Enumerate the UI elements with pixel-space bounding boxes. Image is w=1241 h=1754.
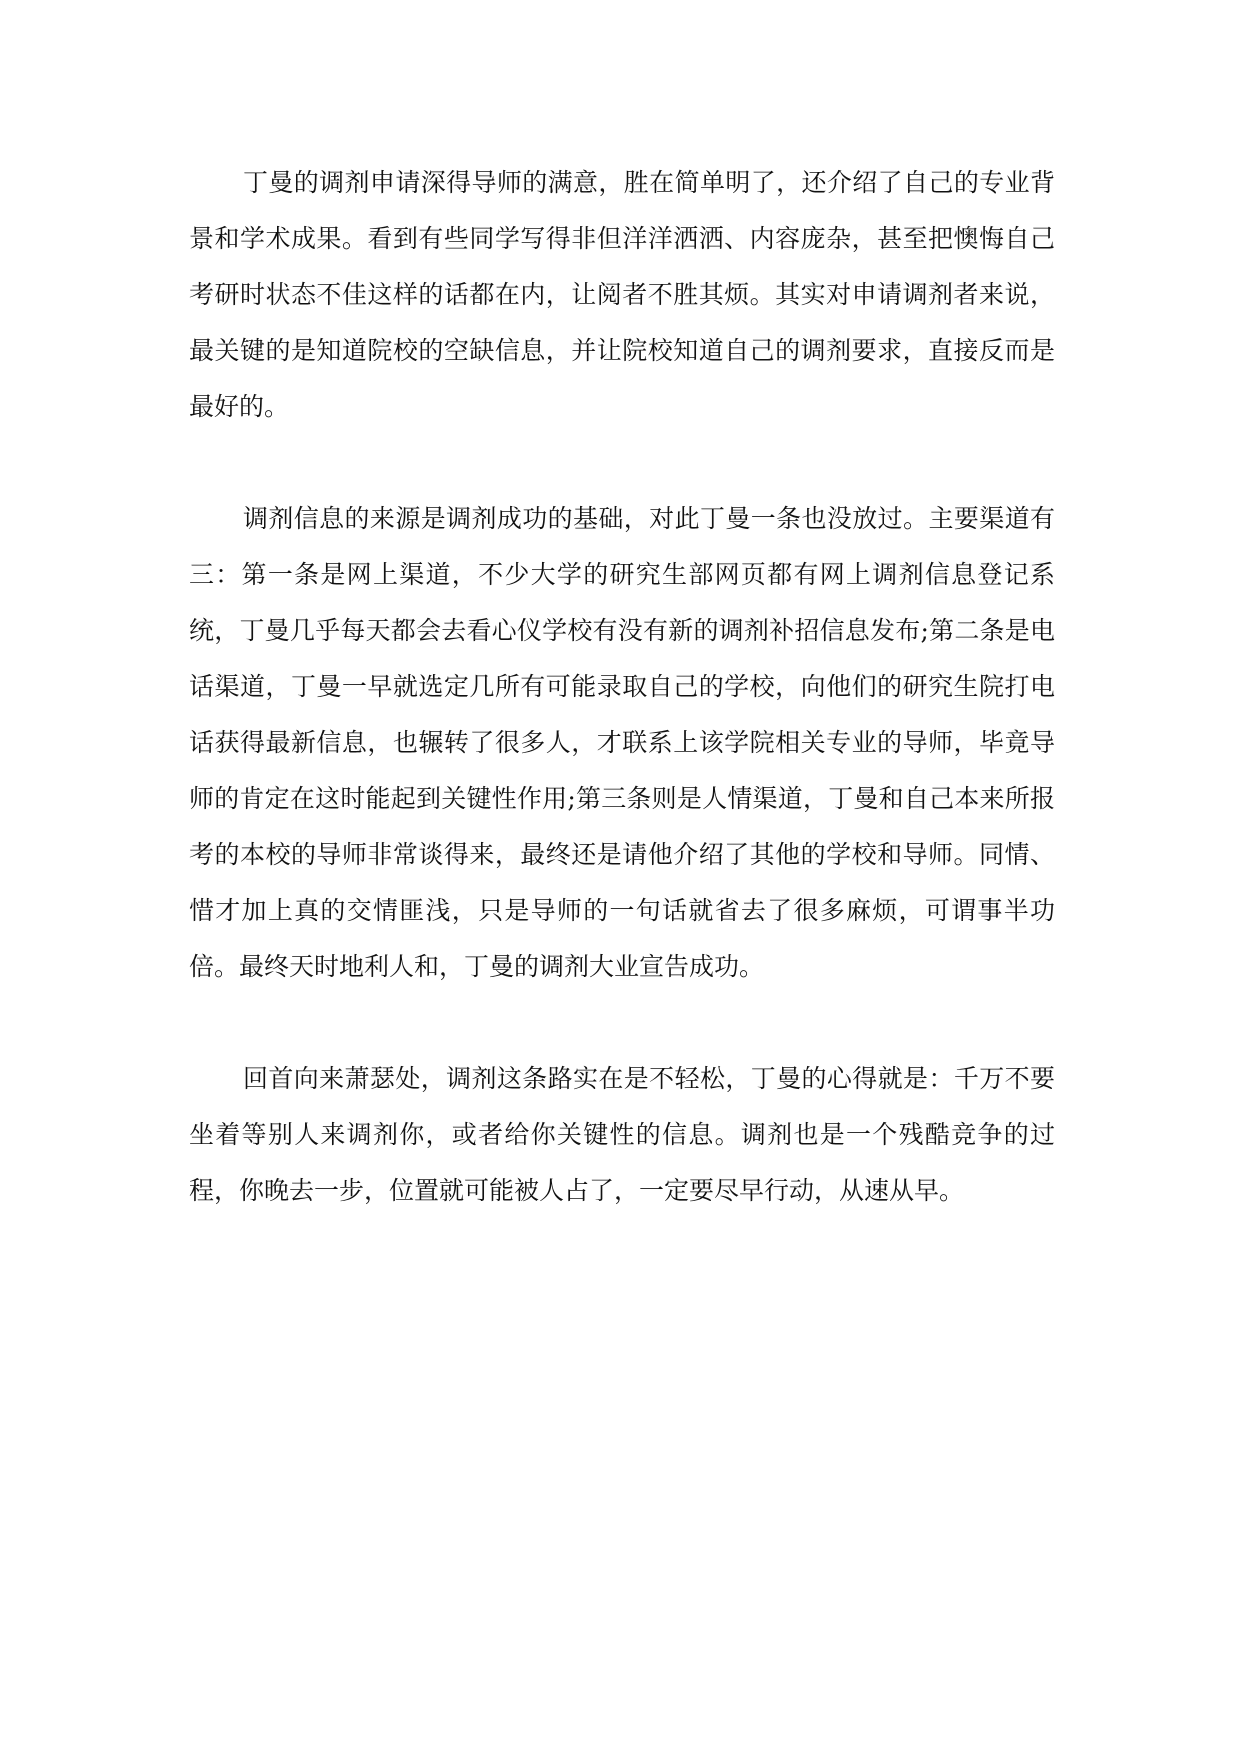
- body-text: [189, 155, 1055, 1219]
- paragraph-1: 丁曼的调剂申请深得导师的满意，胜在简单明了，还介绍了自己的专业背景和学术成果。看到有些同学写得非但洋洋洒洒、内容庞杂，甚至把懊悔自己考研时状态不佳这样的话都在内，让阅者不胜其烦。其实对申请调剂者来说，最关键的是知道院校的空缺信息，并让院校知道自己的调剂要求，直接反而是最好的。: [189, 168, 1055, 421]
- paragraph-3: 回首向来萧瑟处，调剂这条路实在是不轻松，丁曼的心得就是：千万不要坐着等别人来调剂你，或者给你关键性的信息。调剂也是一个残酷竞争的过程，你晚去一步，位置就可能被人占了，一定要尽早行动，从速从早。: [189, 1064, 1055, 1205]
- paragraph-2: 调剂信息的来源是调剂成功的基础，对此丁曼一条也没放过。主要渠道有三：第一条是网上渠道，不少大学的研究生部网页都有网上调剂信息登记系统，丁曼几乎每天都会去看心仪学校有没有新的调剂补招信息发布;第二条是电话渠道，丁曼一早就选定几所有可能录取自己的学校，向他们的研究生院打电话获得最新信息，也辗转了很多人，才联系上该学院相关专业的导师，毕竟导师的肯定在这时能起到关键性作用;第三条则是人情渠道，丁曼和自己本来所报考的本校的导师非常谈得来，最终还是请他介绍了其他的学校和导师。同情、惜才加上真的交情匪浅，只是导师的一句话就省去了很多麻烦，可谓事半功倍。最终天时地利人和，丁曼的调剂大业宣告成功。: [189, 504, 1055, 981]
